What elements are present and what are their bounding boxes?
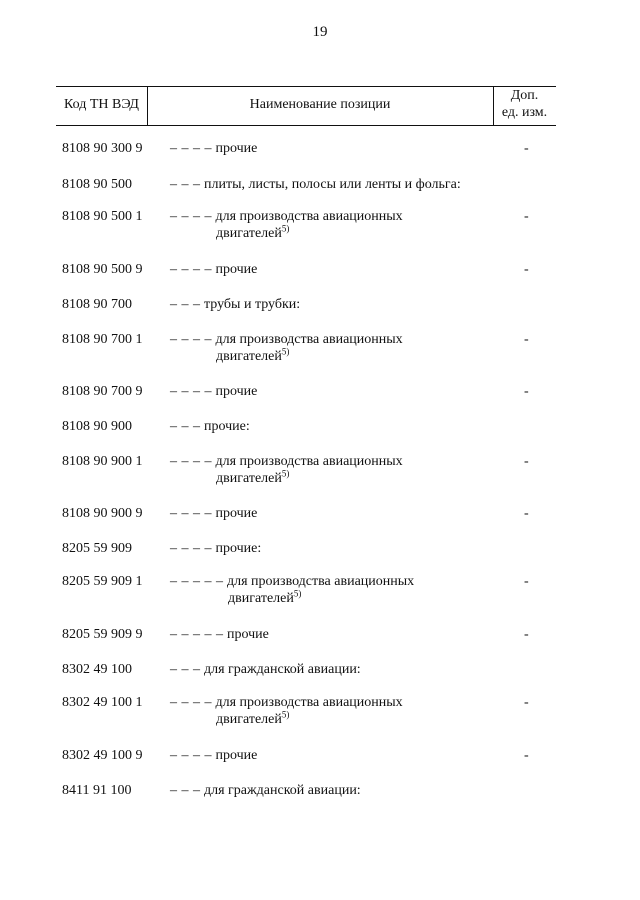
row-unit: - (524, 748, 529, 763)
row-description (170, 747, 500, 764)
column-header-name: Наименование позиции (249, 97, 391, 112)
row-description (170, 694, 500, 728)
row-code: 8108 90 300 9 (62, 141, 143, 156)
row-level-dashes: – – – (170, 783, 201, 798)
row-code: 8302 49 100 (62, 662, 132, 677)
row-text: прочие: (215, 541, 262, 556)
footnote-marker: 5) (281, 468, 290, 479)
row-code: 8411 91 100 (62, 783, 132, 798)
row-description (170, 140, 500, 157)
row-level-dashes: – – – – (170, 541, 212, 556)
row-description (170, 661, 500, 678)
row-level-dashes: – – – (170, 177, 201, 192)
footnote-marker: 5) (281, 346, 290, 357)
row-text-continuation-word: двигателей (216, 712, 282, 727)
row-description (170, 505, 500, 522)
column-header-unit-line1: Доп. (510, 88, 539, 103)
row-unit: - (524, 574, 529, 589)
row-code: 8302 49 100 1 (62, 695, 143, 710)
row-text: трубы и трубки: (204, 297, 301, 312)
row-description (170, 782, 500, 799)
page-number: 19 (312, 24, 328, 40)
row-unit: - (524, 332, 529, 347)
row-code: 8108 90 700 1 (62, 332, 143, 347)
row-text-continuation (170, 590, 500, 607)
row-text-continuation-word: двигателей (216, 349, 282, 364)
row-description (170, 418, 500, 435)
row-code: 8205 59 909 1 (62, 574, 143, 589)
row-text: прочие (215, 262, 258, 277)
row-unit: - (524, 384, 529, 399)
row-unit: - (524, 262, 529, 277)
row-text-continuation-word: двигателей (216, 226, 282, 241)
row-text: для производства авиационных (215, 332, 403, 347)
row-text: для гражданской авиации: (204, 783, 361, 798)
row-unit: - (524, 695, 529, 710)
row-text-continuation (170, 711, 500, 728)
row-text: прочие: (204, 419, 250, 434)
row-text-continuation (170, 225, 500, 242)
row-text-continuation-word: двигателей (216, 471, 282, 486)
row-description (170, 453, 500, 487)
row-level-dashes: – – – – – (170, 627, 224, 642)
row-description (170, 383, 500, 400)
row-description (170, 573, 500, 607)
row-code: 8108 90 900 1 (62, 454, 143, 469)
row-code: 8302 49 100 9 (62, 748, 143, 763)
row-level-dashes: – – – – (170, 695, 212, 710)
row-level-dashes: – – – – (170, 209, 212, 224)
row-level-dashes: – – – – (170, 454, 212, 469)
row-unit: - (524, 209, 529, 224)
row-level-dashes: – – – (170, 662, 201, 677)
row-code: 8108 90 900 (62, 419, 132, 434)
row-text: прочие (215, 506, 258, 521)
row-code: 8108 90 900 9 (62, 506, 143, 521)
row-text: для производства авиационных (215, 209, 403, 224)
row-text-continuation-word: двигателей (228, 591, 294, 606)
row-level-dashes: – – – – (170, 141, 212, 156)
row-text: прочие (227, 627, 269, 642)
row-unit: - (524, 454, 529, 469)
footnote-marker: 5) (293, 588, 302, 599)
row-code: 8205 59 909 9 (62, 627, 143, 642)
row-code: 8205 59 909 (62, 541, 132, 556)
row-level-dashes: – – – (170, 297, 201, 312)
row-text: прочие (215, 141, 258, 156)
row-text-continuation (170, 470, 500, 487)
row-unit: - (524, 141, 529, 156)
footnote-marker: 5) (281, 223, 290, 234)
row-level-dashes: – – – – – (170, 574, 224, 589)
row-description (170, 626, 500, 643)
row-unit: - (524, 506, 529, 521)
row-code: 8108 90 500 (62, 177, 132, 192)
row-text: для производства авиационных (215, 454, 403, 469)
row-unit: - (524, 627, 529, 642)
row-description (170, 208, 500, 242)
row-description (170, 540, 500, 557)
row-text: прочие (215, 748, 258, 763)
column-header-code: Код ТН ВЭД (64, 97, 139, 112)
row-description (170, 261, 500, 278)
row-code: 8108 90 500 9 (62, 262, 143, 277)
footnote-marker: 5) (281, 709, 290, 720)
row-text: прочие (215, 384, 258, 399)
row-text: для производства авиационных (227, 574, 415, 589)
row-level-dashes: – – – – (170, 262, 212, 277)
row-text: для гражданской авиации: (204, 662, 361, 677)
row-level-dashes: – – – – (170, 506, 212, 521)
row-code: 8108 90 700 (62, 297, 132, 312)
row-level-dashes: – – – – (170, 384, 212, 399)
row-description (170, 176, 500, 193)
row-description (170, 331, 500, 365)
row-code: 8108 90 700 9 (62, 384, 143, 399)
row-level-dashes: – – – (170, 419, 201, 434)
row-level-dashes: – – – – (170, 332, 212, 347)
column-header-unit-line2: ед. изм. (501, 105, 548, 120)
row-text: плиты, листы, полосы или ленты и фольга: (204, 177, 461, 192)
row-code: 8108 90 500 1 (62, 209, 143, 224)
row-text: для производства авиационных (215, 695, 403, 710)
row-description (170, 296, 500, 313)
row-text-continuation (170, 348, 500, 365)
row-level-dashes: – – – – (170, 748, 212, 763)
